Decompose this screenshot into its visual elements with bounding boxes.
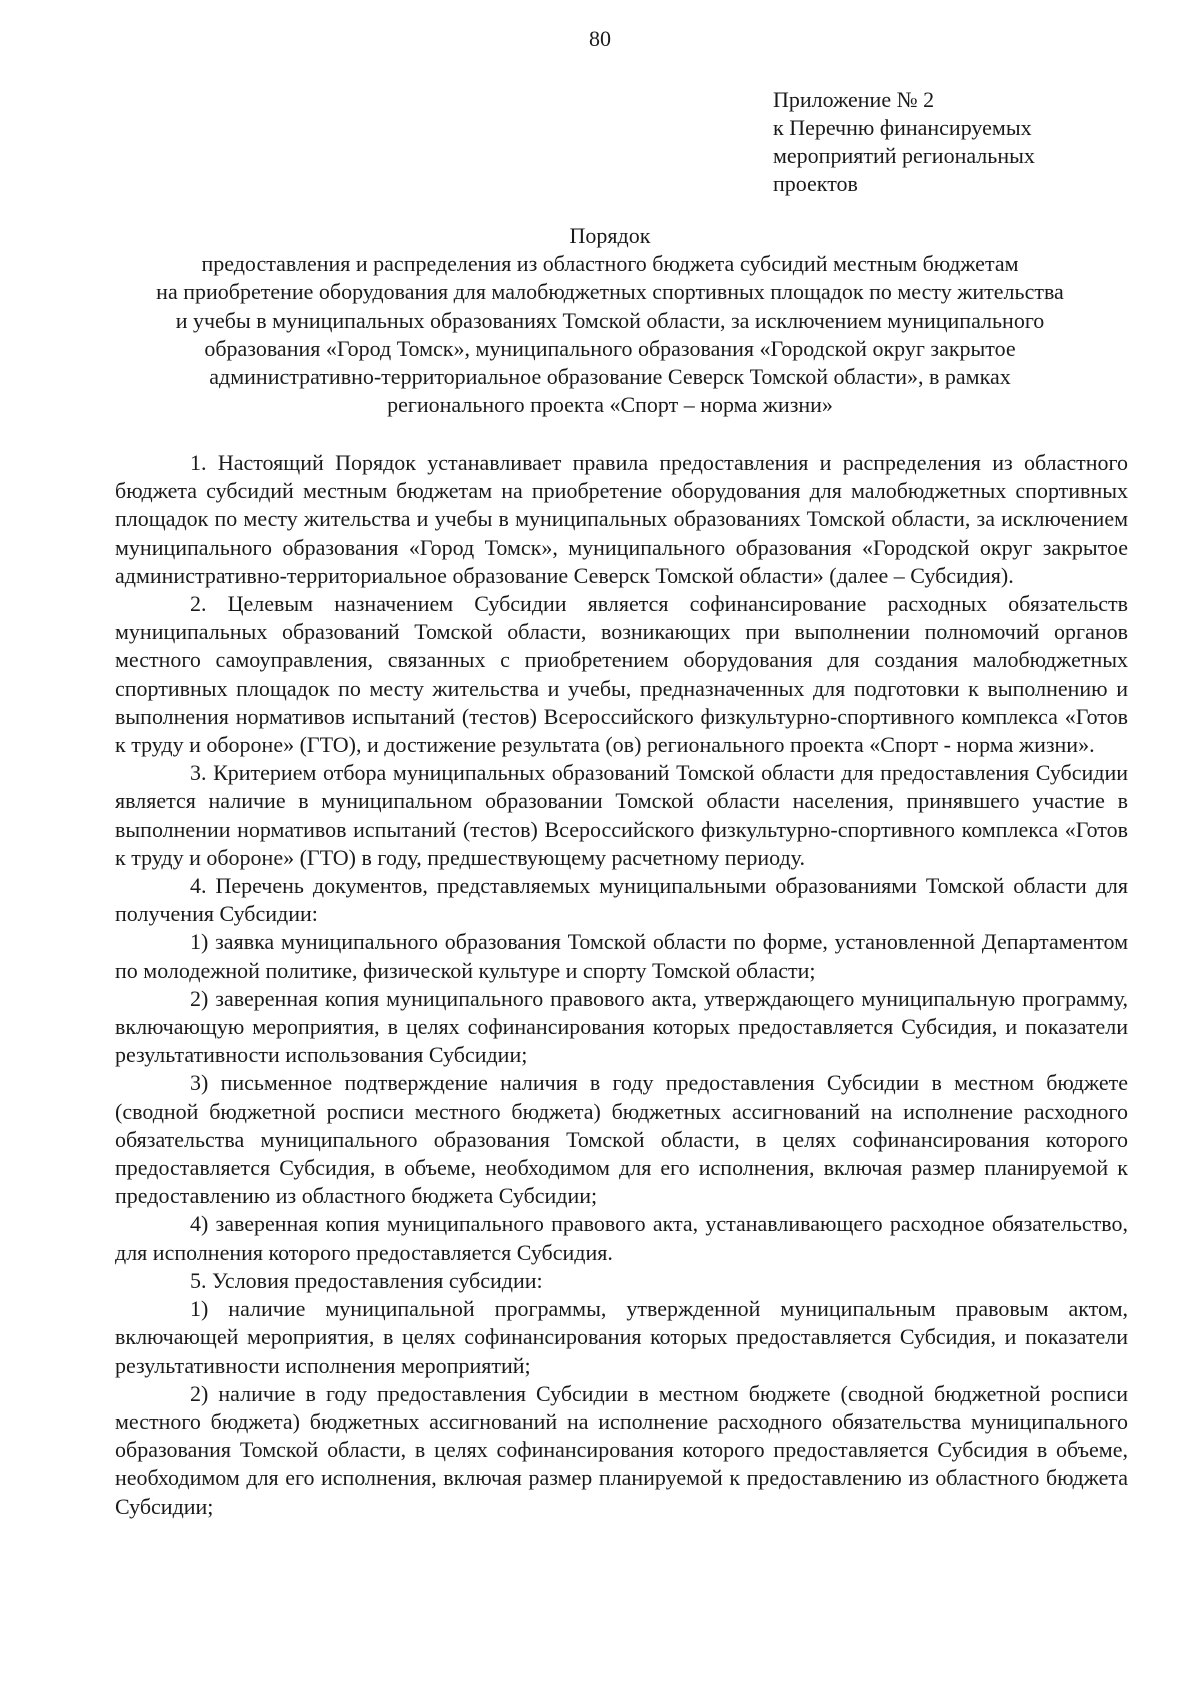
document-body xyxy=(115,449,1128,1521)
paragraph-5-item-1: 1) наличие муниципальной программы, утвержденной муниципальным правовым актом, включающей мероприятия, в целях софинансирования которых предоставляется Субсидия, и показатели результативности исполнения мероприятий; xyxy=(115,1296,1128,1378)
appendix-line: к Перечню финансируемых xyxy=(773,115,1032,140)
paragraph-3: 3. Критерием отбора муниципальных образований Томской области для предоставления Субсидии является наличие в муниципальном образовании Томской области населения, принявшего участие в выполнении нормативов испытаний (тестов) Всероссийского физкультурно-спортивного комплекса «Готов к труду и обороне» (ГТО) в году, предшествующему расчетному периоду. xyxy=(115,760,1128,870)
paragraph-4-item-1: 1) заявка муниципального образования Томской области по форме, установленной Департаментом по молодежной политике, физической культуре и спорту Томской области; xyxy=(115,929,1128,983)
page-number: 80 xyxy=(589,26,611,51)
paragraph-4-item-2: 2) заверенная копия муниципального правового акта, утверждающего муниципальную программу, включающую мероприятия, в целях софинансирования которых предоставляется Субсидия, и показатели результативности использования Субсидии; xyxy=(115,985,1128,1068)
title-line: на приобретение оборудования для малобюджетных спортивных площадок по месту жительства xyxy=(156,279,1064,305)
paragraph-2: 2. Целевым назначением Субсидии является софинансирование расходных обязательств муниципальных образований Томской области, возникающих при выполнении полномочий органов местного самоуправления, связанных с приобретением оборудования для создания малобюджетных спортивных площадок по месту жительства и учебы, предназначенных для подготовки к выполнению и выполнения нормативов испытаний (тестов) Всероссийского физкультурно-спортивного комплекса «Готов к труду и обороне» (ГТО), и достижение результата (ов) регионального проекта «Спорт - норма жизни». xyxy=(115,591,1128,758)
paragraph-4: 4. Перечень документов, представляемых муниципальными образованиями Томской области для получения Субсидии: xyxy=(115,873,1128,927)
title-line: и учебы в муниципальных образованиях Томской области, за исключением муниципального xyxy=(175,307,1045,333)
paragraph-4-item-3: 3) письменное подтверждение наличия в году предоставления Субсидии в местном бюджете (сводной бюджетной росписи местного бюджета) бюджетных ассигнований на исполнение расходного обязательства муниципального образования Томской области, в целях софинансирования которого предоставляется Субсидия, в объеме, необходимом для его исполнения, включая размер планируемой к предоставлению из областного бюджета Субсидии; xyxy=(115,1070,1128,1209)
title-line: образования «Город Томск», муниципального образования «Городской округ закрытое xyxy=(204,335,1016,361)
document-title xyxy=(110,222,1110,419)
paragraph-4-item-4: 4) заверенная копия муниципального правового акта, устанавливающего расходное обязательство, для исполнения которого предоставляется Субсидия. xyxy=(115,1211,1128,1265)
title-line: предоставления и распределения из областного бюджета субсидий местным бюджетам xyxy=(201,251,1019,277)
title-line: регионального проекта «Спорт – норма жизни» xyxy=(387,392,833,418)
paragraph-5: 5. Условия предоставления субсидии: xyxy=(190,1267,543,1293)
paragraph-5-item-2: 2) наличие в году предоставления Субсидии в местном бюджете (сводной бюджетной росписи местного бюджета) бюджетных ассигнований на исполнение расходного обязательства муниципального образования Томской области, в целях софинансирования которого предоставляется Субсидия в объеме, необходимом для его исполнения, включая размер планируемой к предоставлению из областного бюджета Субсидии; xyxy=(115,1380,1128,1519)
appendix-line: Приложение № 2 xyxy=(773,87,935,112)
appendix-line: проектов xyxy=(773,171,858,196)
appendix-note xyxy=(773,86,1093,198)
title-heading: Порядок xyxy=(569,223,651,248)
paragraph-1: 1. Настоящий Порядок устанавливает правила предоставления и распределения из областного бюджета субсидий местным бюджетам на приобретение оборудования для малобюджетных спортивных площадок по месту жительства и учебы в муниципальных образованиях Томской области, за исключением муниципального образования «Город Томск», муниципального образования «Городской округ закрытое административно-территориальное образование Северск Томской области» (далее – Субсидия). xyxy=(115,450,1128,588)
appendix-line: мероприятий региональных xyxy=(773,143,1035,168)
title-line: административно-территориальное образование Северск Томской области», в рамках xyxy=(209,364,1011,390)
